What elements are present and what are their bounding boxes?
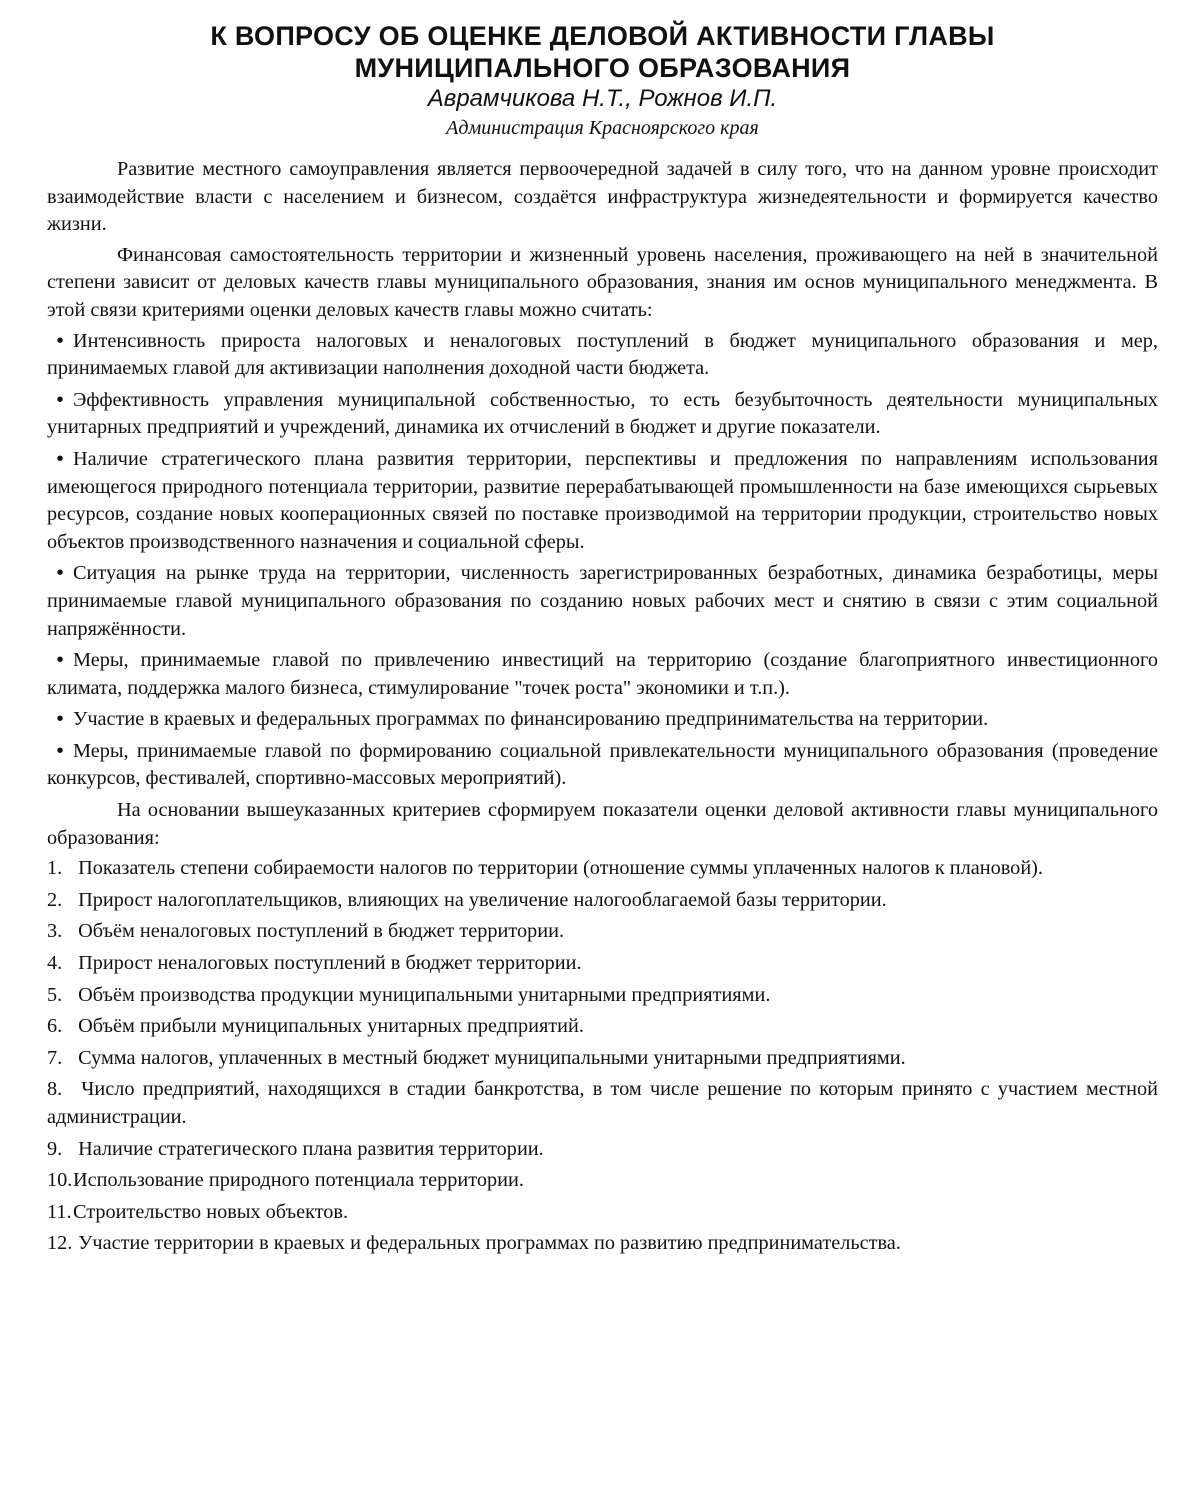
indicator-number: 6. xyxy=(47,1015,63,1038)
indicator-number: 12. xyxy=(47,1232,73,1255)
criteria-item: • Наличие стратегического плана развития территории, перспективы и предложения по направлениям использования имеющегося природного потенциала территории, развитие перерабатывающей промышленности на базе имеющихся сырьевых ресурсов, создание новых кооперационных связей по поставке производимой на территории продукции, строительство новых объектов производственного назначения и социальной сферы. xyxy=(47,446,1158,556)
article-body xyxy=(47,156,1158,1258)
indicator-number: 9. xyxy=(47,1137,63,1160)
indicator-text: Объём прибыли муниципальных унитарных предприятий. xyxy=(78,1015,584,1038)
indicator-text: Наличие стратегического плана развития территории. xyxy=(78,1137,544,1160)
indicator-text: Число предприятий, находящихся в стадии банкротства, в том числе решение по которым принято с участием местной администрации. xyxy=(47,1078,1158,1128)
title-line-2: МУНИЦИПАЛЬНОГО ОБРАЗОВАНИЯ xyxy=(354,53,851,83)
indicator-number: 5. xyxy=(47,983,63,1006)
title-line-1: К ВОПРОСУ ОБ ОЦЕНКЕ ДЕЛОВОЙ АКТИВНОСТИ ГЛАВЫ xyxy=(210,21,995,51)
indicator-item xyxy=(47,950,1158,978)
indicator-number: 7. xyxy=(47,1046,63,1069)
indicators-list xyxy=(47,855,1158,1258)
indicator-item xyxy=(47,887,1158,915)
indicator-item xyxy=(47,1230,1158,1258)
criteria-item: • Участие в краевых и федеральных программах по финансированию предпринимательства на территории. xyxy=(47,706,1158,734)
paragraph-transition: На основании вышеуказанных критериев сформируем показатели оценки деловой активности главы муниципального образования: xyxy=(47,799,1158,849)
indicator-text: Строительство новых объектов. xyxy=(73,1200,349,1223)
indicator-item xyxy=(47,1076,1158,1131)
indicator-text: Участие территории в краевых и федеральных программах по развитию предпринимательства. xyxy=(78,1232,901,1255)
authors: Аврамчикова Н.Т., Рожнов И.П. xyxy=(427,85,778,112)
indicator-item xyxy=(47,1167,1158,1195)
criteria-list xyxy=(47,328,1158,794)
indicator-number: 4. xyxy=(47,952,63,975)
affiliation: Администрация Красноярского края xyxy=(446,117,759,139)
criteria-item: • Ситуация на рынке труда на территории, численность зарегистрированных безработных, динамика безработицы, меры принимаемые главой муниципального образования по созданию новых рабочих мест и снятию в связи с этим социальной напряжённости. xyxy=(47,560,1158,643)
article-title xyxy=(47,20,1158,84)
indicator-text: Сумма налогов, уплаченных в местный бюджет муниципальными унитарными предприятиями. xyxy=(78,1046,906,1069)
indicator-text: Прирост неналоговых поступлений в бюджет территории. xyxy=(78,952,582,975)
indicator-item xyxy=(47,1045,1158,1073)
indicator-item xyxy=(47,1013,1158,1041)
criteria-item: • Меры, принимаемые главой по формированию социальной привлекательности муниципального образования (проведение конкурсов, фестивалей, спортивно-массовых мероприятий). xyxy=(47,738,1158,793)
indicator-item xyxy=(47,1136,1158,1164)
indicator-number: 1. xyxy=(47,857,63,880)
indicator-text: Использование природного потенциала территории. xyxy=(73,1169,524,1192)
indicator-number: 2. xyxy=(47,888,63,911)
indicator-number: 11. xyxy=(47,1200,72,1223)
indicator-text: Показатель степени собираемости налогов по территории (отношение суммы уплаченных налогов к плановой). xyxy=(78,857,1044,880)
criteria-item: • Интенсивность прироста налоговых и неналоговых поступлений в бюджет муниципального образования и мер, принимаемых главой для активизации наполнения доходной части бюджета. xyxy=(47,328,1158,383)
indicator-number: 10. xyxy=(47,1169,73,1192)
indicator-number: 8. xyxy=(47,1078,63,1101)
indicator-item xyxy=(47,855,1158,883)
indicator-text: Объём неналоговых поступлений в бюджет территории. xyxy=(78,920,565,943)
indicator-number: 3. xyxy=(47,920,63,943)
indicator-item xyxy=(47,1199,1158,1227)
indicator-item xyxy=(47,918,1158,946)
paragraph-intro-1: Развитие местного самоуправления является первоочередной задачей в силу того, что на данном уровне происходит взаимодействие власти с населением и бизнесом, создаётся инфраструктура жизнедеятельности и формируется качество жизни. xyxy=(47,158,1158,236)
paragraph-intro-2: Финансовая самостоятельность территории и жизненный уровень населения, проживающего на ней в значительной степени зависит от деловых качеств главы муниципального образования, знания им основ муниципального менеджмента. В этой связи критериями оценки деловых качеств главы можно считать: xyxy=(47,243,1158,321)
indicator-text: Прирост налогоплательщиков, влияющих на увеличение налогооблагаемой базы территории. xyxy=(78,888,887,911)
criteria-item: • Меры, принимаемые главой по привлечению инвестиций на территорию (создание благоприятного инвестиционного климата, поддержка малого бизнеса, стимулирование "точек роста" экономики и т.п.). xyxy=(47,647,1158,702)
indicator-text: Объём производства продукции муниципальными унитарными предприятиями. xyxy=(78,983,771,1006)
criteria-item: • Эффективность управления муниципальной собственностью, то есть безубыточность деятельности муниципальных унитарных предприятий и учреждений, динамика их отчислений в бюджет и другие показатели. xyxy=(47,387,1158,442)
indicator-item xyxy=(47,982,1158,1010)
